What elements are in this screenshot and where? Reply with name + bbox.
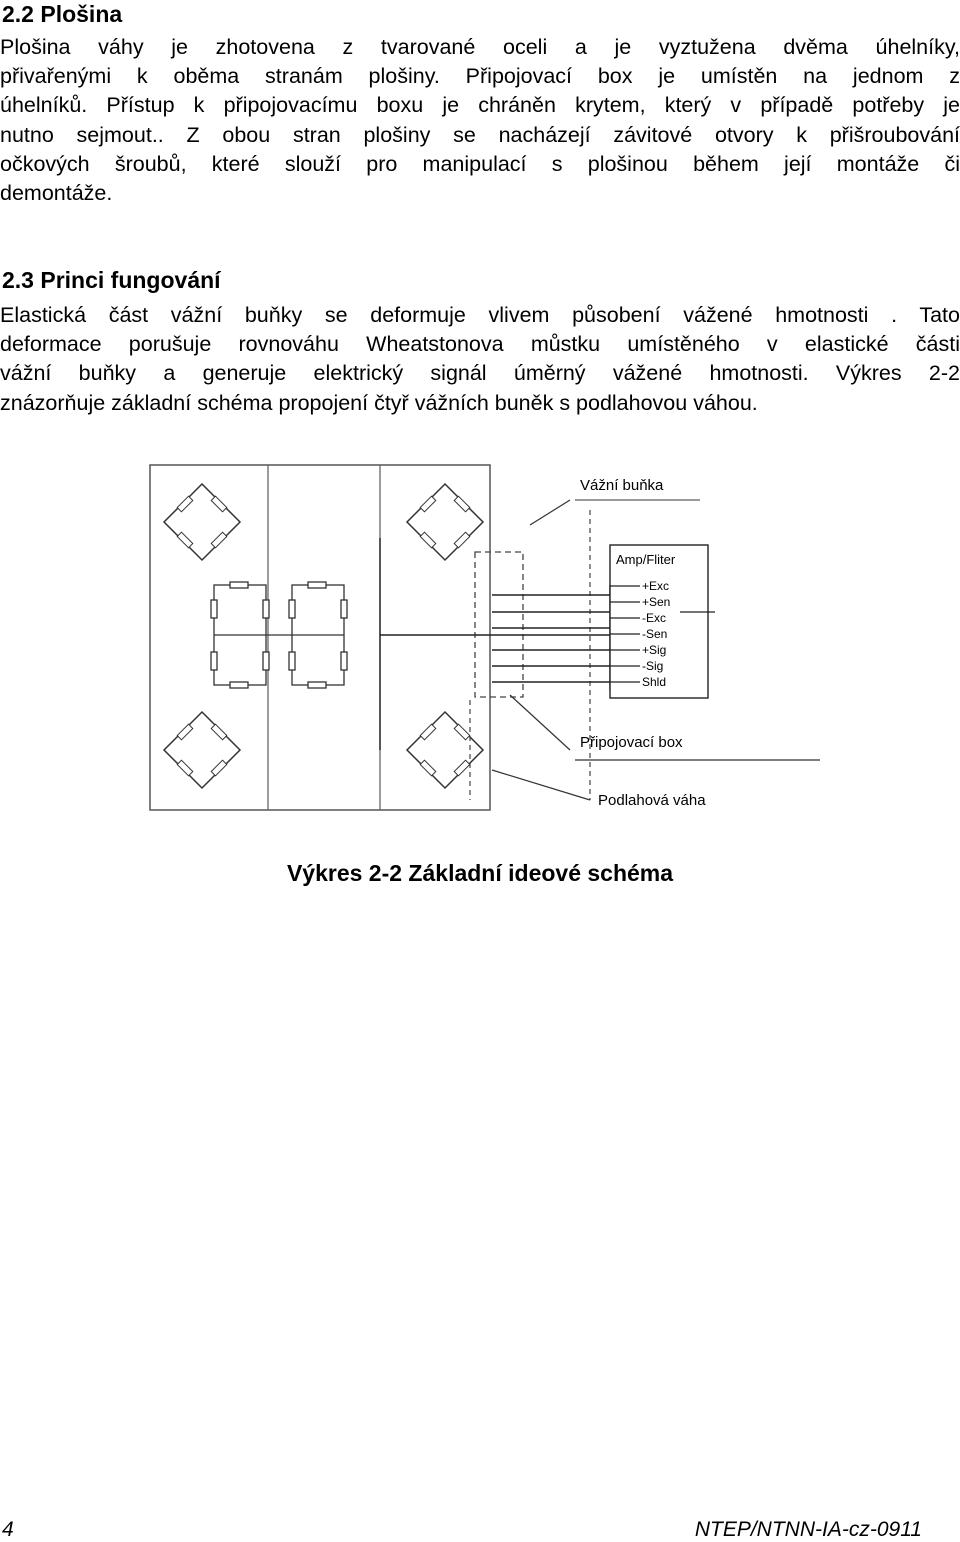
bridge-top-left [164, 484, 240, 560]
text-line: vážní buňky a generuje elektrický signál úměrný vážené hmotnosti. Výkres 2-2 [0, 361, 960, 386]
label-junction-box: Připojovací box [580, 734, 683, 751]
terminal-label: -Sen [642, 627, 668, 641]
text-line: deformace porušuje rovnováhu Wheatstonova můstku umístěného v elastické části [0, 332, 960, 357]
wiring-diagram [140, 440, 820, 830]
figure-caption: Výkres 2-2 Základní ideové schéma [286, 860, 674, 886]
page-number: 4 [2, 1518, 14, 1541]
amp-filter-title: Amp/Fliter [616, 552, 676, 567]
wiring-diagram-svg [140, 440, 820, 830]
label-load-cell: Vážní buňka [580, 477, 664, 494]
paragraph-principle [0, 301, 960, 418]
terminal-label: Shld [642, 675, 667, 689]
text-line: Elastická část vážní buňky se deformuje vlivem působení vážené hmotnosti . Tato [0, 303, 960, 327]
bridge-bottom-right [407, 712, 483, 788]
terminal-label: +Exc [642, 579, 670, 593]
amp-filter-box [610, 545, 715, 698]
label-floor-scale: Podlahová váha [598, 792, 706, 809]
section-heading-2-2: 2.2 Plošina [2, 1, 123, 27]
text-line: přivařenými k oběma stranám plošiny. Připojovací box je umístěn na jednom z [0, 64, 960, 89]
terminal-label: -Exc [642, 611, 666, 625]
terminal-label: -Sig [642, 659, 664, 673]
paragraph-platform [0, 33, 960, 208]
text-line: znázorňuje základní schéma propojení čtyř vážních buněk s podlahovou váhou. [0, 390, 758, 415]
text-line: nutno sejmout.. Z obou stran plošiny se nacházejí závitové otvory k přišroubování [0, 122, 960, 147]
bridge-top-right [407, 484, 483, 560]
resistor-network [211, 582, 347, 688]
terminal-label: +Sen [642, 595, 671, 609]
text-line: Plošina váhy je zhotovena z tvarované oceli a je vyztužena dvěma úhelníky, [0, 35, 960, 59]
junction-box-outline [475, 552, 523, 697]
text-line: očkových šroubů, které slouží pro manipulací s plošinou během její montáže či [0, 151, 960, 176]
section-heading-2-3: 2.3 Princi fungování [2, 267, 221, 293]
text-line: demontáže. [0, 181, 113, 206]
document-id: NTEP/NTNN-IA-cz-0911 [694, 1518, 922, 1541]
terminal-label: +Sig [642, 643, 667, 657]
text-line: úhelníků. Přístup k připojovacímu boxu je chráněn krytem, který v případě potřeby je [0, 93, 960, 118]
bridge-bottom-left [164, 712, 240, 788]
